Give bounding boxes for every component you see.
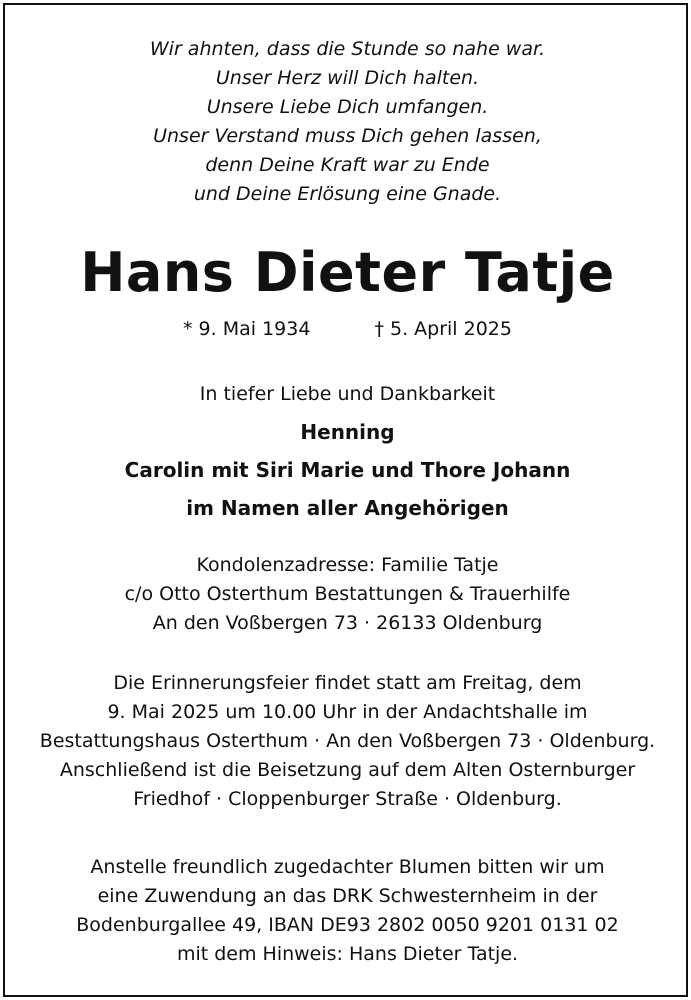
obituary-frame	[3, 3, 688, 997]
condolence-address	[5, 551, 690, 638]
memorial-poem	[5, 35, 690, 209]
mourner-name: im Namen aller Angehörigen	[186, 496, 509, 520]
donation-line: Bodenburgallee 49, IBAN DE93 2802 0050 9201 0131 02	[76, 914, 619, 936]
ceremony-notice	[5, 669, 690, 814]
mourners-block	[5, 375, 690, 527]
donation-line: eine Zuwendung an das DRK Schwesternheim in der	[97, 885, 598, 907]
mourners-intro: In tiefer Liebe und Dankbarkeit	[199, 383, 496, 405]
ceremony-line: 9. Mai 2025 um 10.00 Uhr in der Andachtshalle im	[107, 701, 588, 723]
poem-line: und Deine Erlösung eine Gnade.	[193, 183, 502, 205]
donation-line: Anstelle freundlich zugedachter Blumen bitten wir um	[90, 856, 605, 878]
deceased-name: Hans Dieter Tatje	[80, 241, 615, 304]
address-line: An den Voßbergen 73 · 26133 Oldenburg	[152, 612, 543, 634]
donation-line: mit dem Hinweis: Hans Dieter Tatje.	[176, 943, 519, 965]
death-date: † 5. April 2025	[374, 318, 512, 340]
poem-line: denn Deine Kraft war zu Ende	[205, 154, 490, 176]
poem-line: Wir ahnten, dass die Stunde so nahe war.	[149, 38, 546, 60]
mourner-name: Henning	[300, 420, 395, 444]
poem-line: Unser Verstand muss Dich gehen lassen,	[153, 125, 542, 147]
ceremony-line: Bestattungshaus Osterthum · An den Voßbergen 73 · Oldenburg.	[39, 730, 656, 752]
ceremony-line: Die Erinnerungsfeier findet statt am Freitag, dem	[113, 672, 582, 694]
ceremony-line: Friedhof · Cloppenburger Straße · Oldenburg.	[133, 788, 562, 810]
ceremony-line: Anschließend ist die Beisetzung auf dem Alten Osternburger	[59, 759, 636, 781]
mourner-name: Carolin mit Siri Marie und Thore Johann	[124, 458, 571, 482]
donation-request	[5, 853, 690, 969]
address-line: Kondolenzadresse: Familie Tatje	[196, 554, 499, 576]
address-line: c/o Otto Osterthum Bestattungen & Trauerhilfe	[124, 583, 571, 605]
birth-date: * 9. Mai 1934	[183, 318, 311, 340]
poem-line: Unser Herz will Dich halten.	[215, 67, 480, 89]
life-dates	[5, 315, 690, 343]
poem-line: Unsere Liebe Dich umfangen.	[206, 96, 489, 118]
